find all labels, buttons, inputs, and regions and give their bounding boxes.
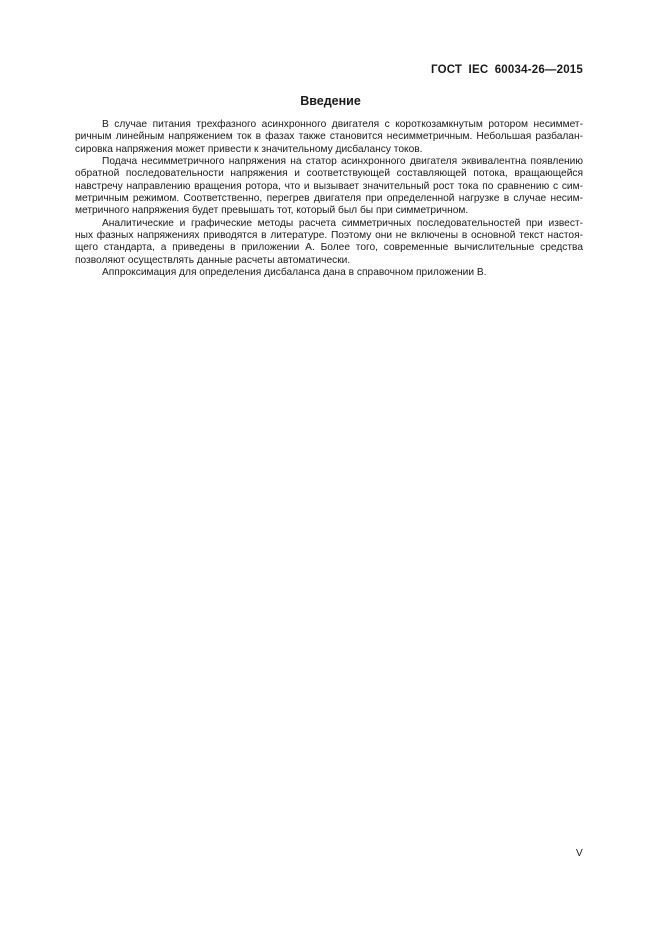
text-line: метричного напряжения будет превышать тот, который был бы при симметричном.	[75, 205, 469, 217]
text-line: позволяют осуществлять данные расчеты автоматически.	[75, 254, 351, 266]
text-line: обратной последовательности напряжения и соответствующей составляющей потока, вращающейся	[75, 168, 583, 180]
document-body	[48, 119, 583, 279]
paragraph-2	[48, 156, 583, 218]
text-line: Аналитические и графические методы расчета симметричных последовательностей при извест-	[102, 217, 583, 229]
text-line: сировка напряжения может привести к значительному дисбалансу токов.	[75, 143, 423, 155]
text-line: В случае питания трехфазного асинхронного двигателя с короткозамкнутым ротором несиммет-	[102, 119, 583, 130]
text-line: Аппроксимация для определения дисбаланса дана в справочном приложении В.	[102, 267, 487, 279]
paragraph-3	[48, 218, 583, 267]
text-line: Подача несимметричного напряжения на статор асинхронного двигателя эквивалентна появлению	[102, 156, 583, 168]
text-line: щего стандарта, а приведены в приложении А. Более того, современные вычислительные средства	[75, 242, 583, 254]
paragraph-4	[48, 267, 583, 279]
text-line: навстречу направлению вращения ротора, что и вызывает значительный рост тока по сравнению с сим-	[75, 180, 583, 192]
text-line: метричным режимом. Соответственно, перегрев двигателя при определенной нагрузке в случае несим-	[75, 193, 583, 205]
paragraph-1	[48, 119, 583, 156]
section-title: Введение	[300, 94, 361, 108]
text-line: ричным линейным напряжением ток в фазах также становится несимметричным. Небольшая разбалан-	[75, 131, 583, 143]
page-number: V	[576, 848, 583, 859]
text-line: ных фазных напряжениях приводятся в литературе. Поэтому они не включены в основной текст настоя-	[75, 230, 583, 242]
standard-designation: ГОСТ IEC 60034-26—2015	[431, 64, 583, 76]
